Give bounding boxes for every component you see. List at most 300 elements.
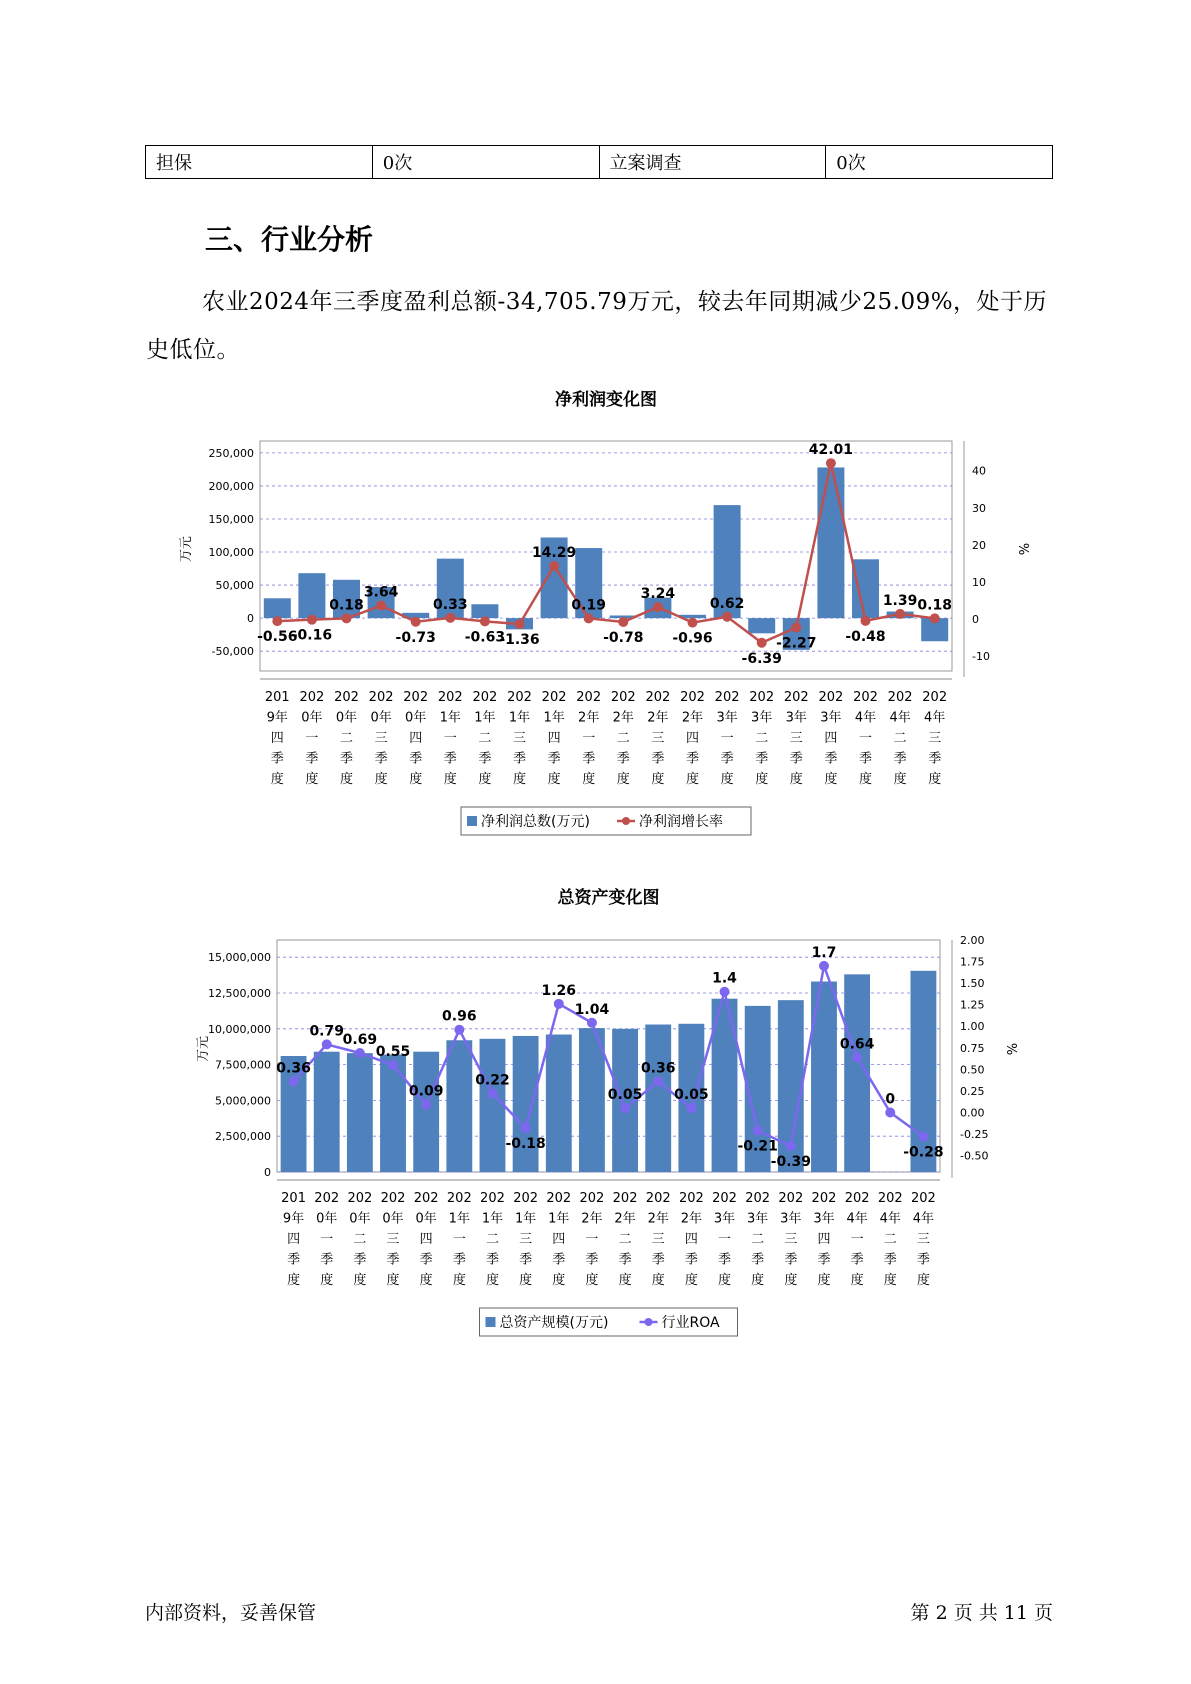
bar xyxy=(347,1053,373,1172)
line-point xyxy=(620,1103,630,1113)
footer-left: 内部资料，妥善保管 xyxy=(145,1602,317,1624)
line-point xyxy=(411,617,421,627)
line-point xyxy=(753,1126,763,1136)
line-point xyxy=(307,615,317,625)
x-tick-label: 度 xyxy=(374,772,388,787)
y2-tick-label: -10 xyxy=(972,650,990,664)
data-label: 14.29 xyxy=(531,545,577,562)
x-tick-label: 季 xyxy=(287,1252,301,1268)
data-label: 3.24 xyxy=(640,586,676,603)
x-tick-label: 度 xyxy=(858,772,873,787)
x-tick-label: 季 xyxy=(519,1252,533,1268)
x-tick-label: 3年 xyxy=(813,1211,835,1227)
bar xyxy=(645,1024,671,1172)
x-tick-label: 度 xyxy=(305,772,319,787)
y-tick-label: 0 xyxy=(264,1166,271,1179)
y-tick-label: 50,000 xyxy=(215,579,254,593)
legend-label: 净利润增长率 xyxy=(639,814,723,830)
x-tick-label: 季 xyxy=(305,751,319,767)
line-point xyxy=(819,961,829,971)
x-tick-label: 二 xyxy=(485,1232,499,1247)
x-tick-label: 四 xyxy=(270,731,284,746)
x-tick-label: 1年 xyxy=(448,1211,470,1227)
line-point xyxy=(653,1076,663,1086)
x-tick-label: 度 xyxy=(419,1273,433,1288)
x-tick-label: 3年 xyxy=(713,1211,736,1227)
line-point xyxy=(885,1107,895,1117)
y-tick-label: 2,500,000 xyxy=(215,1130,271,1144)
x-tick-label: 2年 xyxy=(612,710,634,726)
x-tick-label: 201 xyxy=(264,690,290,705)
y2-tick-label: 1.25 xyxy=(960,998,985,1012)
x-tick-label: 季 xyxy=(409,751,423,767)
data-label: 1.39 xyxy=(882,592,918,609)
y-tick-label: 250,000 xyxy=(208,446,254,460)
x-tick-label: 3年 xyxy=(751,710,773,726)
data-label: 0.36 xyxy=(276,1060,311,1077)
line-point xyxy=(653,602,663,612)
legend-label: 总资产规模(万元) xyxy=(499,1315,609,1331)
x-tick-label: 季 xyxy=(585,1252,599,1268)
line-point xyxy=(826,458,836,468)
x-tick-label: 202 xyxy=(546,1191,572,1206)
x-tick-label: 202 xyxy=(513,1191,539,1206)
line-point xyxy=(445,613,455,623)
data-label: 0.05 xyxy=(674,1087,709,1104)
x-tick-label: 度 xyxy=(552,1273,566,1288)
x-tick-label: 一 xyxy=(850,1232,864,1247)
data-label: -0.21 xyxy=(737,1138,778,1155)
x-tick-label: 季 xyxy=(320,1252,334,1268)
data-label: 1.26 xyxy=(541,982,577,999)
line-point xyxy=(480,616,490,626)
x-tick-label: 四 xyxy=(547,731,561,746)
y2-tick-label: 1.00 xyxy=(960,1020,985,1034)
x-tick-label: 202 xyxy=(680,690,705,705)
y2-tick-label: 0 xyxy=(972,613,979,627)
x-tick-label: 3年 xyxy=(785,710,807,726)
x-tick-label: 三 xyxy=(512,731,527,746)
line-point xyxy=(861,616,871,626)
data-label: 0.55 xyxy=(375,1044,411,1061)
x-tick-label: 4年 xyxy=(854,710,877,726)
y2-tick-label: 30 xyxy=(972,501,986,515)
y-tick-label: 100,000 xyxy=(208,546,254,560)
x-tick-label: 季 xyxy=(789,751,803,767)
legend-swatch-point xyxy=(622,817,630,825)
total-assets-chart xyxy=(0,883,1191,1343)
data-label: -1.36 xyxy=(499,632,540,649)
y2-tick-label: 0.75 xyxy=(960,1041,985,1055)
x-tick-label: 度 xyxy=(270,772,284,787)
table-row xyxy=(146,146,1053,179)
x-tick-label: 2年 xyxy=(647,710,669,726)
x-tick-label: 2年 xyxy=(647,1211,669,1227)
x-tick-label: 度 xyxy=(287,1273,301,1288)
data-label: 0.05 xyxy=(607,1087,643,1104)
x-tick-label: 季 xyxy=(339,751,354,767)
x-tick-label: 二 xyxy=(616,731,630,746)
line-point xyxy=(487,1089,497,1099)
x-tick-label: 202 xyxy=(380,1191,406,1206)
x-tick-label: 202 xyxy=(783,690,809,705)
x-tick-label: 季 xyxy=(386,1252,400,1268)
line-point xyxy=(930,613,940,623)
x-tick-label: 202 xyxy=(844,1191,870,1206)
x-tick-label: 度 xyxy=(452,1273,466,1288)
x-tick-label: 三 xyxy=(784,1232,798,1247)
data-label: 1.4 xyxy=(712,970,737,987)
x-tick-label: 季 xyxy=(353,1252,367,1268)
footer-page: 第 2 页 共 11 页 xyxy=(910,1602,1053,1624)
chart-title: 净利润变化图 xyxy=(555,390,657,410)
data-label: -0.73 xyxy=(395,629,436,646)
line-point xyxy=(852,1052,862,1062)
data-label: -0.28 xyxy=(903,1144,944,1161)
legend-swatch-bar xyxy=(486,1317,496,1327)
x-tick-label: 季 xyxy=(419,1252,433,1268)
x-tick-label: 季 xyxy=(928,751,942,767)
x-tick-label: 202 xyxy=(714,690,740,705)
bar xyxy=(380,1055,406,1172)
bar xyxy=(748,618,775,633)
x-tick-label: 度 xyxy=(582,772,596,787)
x-tick-label: 0年 xyxy=(415,1211,437,1227)
data-label: -6.39 xyxy=(741,650,782,667)
x-tick-label: 202 xyxy=(745,1191,771,1206)
x-tick-label: 季 xyxy=(718,1252,732,1268)
x-tick-label: 一 xyxy=(305,731,319,746)
table-key: 立案调查 xyxy=(599,146,826,179)
x-tick-label: 4年 xyxy=(889,710,911,726)
data-label: 0.96 xyxy=(442,1008,477,1025)
x-tick-label: 0年 xyxy=(370,710,392,726)
x-tick-label: 季 xyxy=(784,1252,798,1268)
data-label: 0.18 xyxy=(917,597,952,614)
line-point xyxy=(289,1076,299,1086)
y2-axis-title: % xyxy=(1003,1042,1018,1056)
bar xyxy=(546,1035,572,1172)
x-tick-label: 季 xyxy=(893,751,907,767)
x-tick-label: 一 xyxy=(443,731,457,746)
x-tick-label: 度 xyxy=(616,772,630,787)
x-tick-label: 度 xyxy=(485,1273,499,1288)
x-tick-label: 二 xyxy=(883,1232,897,1247)
x-tick-label: 202 xyxy=(811,1191,837,1206)
x-tick-label: 一 xyxy=(720,731,734,746)
chart-title: 总资产变化图 xyxy=(557,888,660,908)
x-tick-label: 四 xyxy=(685,731,700,746)
line-point xyxy=(584,613,594,623)
x-tick-label: 季 xyxy=(651,751,665,767)
line-point xyxy=(454,1025,464,1035)
x-tick-label: 度 xyxy=(651,772,665,787)
data-label: -0.78 xyxy=(603,629,644,646)
table-value: 0次 xyxy=(372,146,599,179)
x-tick-label: 2年 xyxy=(680,1211,703,1227)
bar xyxy=(817,467,844,618)
x-tick-label: 度 xyxy=(928,772,942,787)
legend-swatch-bar xyxy=(467,816,477,826)
x-tick-label: 度 xyxy=(651,1273,665,1288)
x-tick-label: 202 xyxy=(437,690,463,705)
y2-tick-label: 1.75 xyxy=(960,955,985,969)
x-tick-label: 202 xyxy=(778,1191,804,1206)
line-point xyxy=(786,1141,796,1151)
x-tick-label: 二 xyxy=(751,1232,765,1247)
table-key: 担保 xyxy=(146,146,373,179)
y-axis-title: 万元 xyxy=(196,1036,211,1063)
line-point xyxy=(549,561,559,571)
x-tick-label: 202 xyxy=(610,690,636,705)
x-tick-label: 度 xyxy=(353,1273,367,1288)
line-point xyxy=(376,601,386,611)
data-label: 0.36 xyxy=(640,1060,676,1077)
x-tick-label: 季 xyxy=(552,1252,566,1268)
x-tick-label: 202 xyxy=(472,690,498,705)
x-tick-label: 度 xyxy=(751,1273,765,1288)
x-tick-label: 度 xyxy=(824,772,838,787)
x-tick-label: 202 xyxy=(712,1191,737,1206)
x-tick-label: 3年 xyxy=(716,710,738,726)
y2-tick-label: 0.25 xyxy=(960,1084,985,1098)
x-tick-label: 0年 xyxy=(335,710,358,726)
line-point xyxy=(322,1039,332,1049)
bar xyxy=(446,1040,472,1172)
x-tick-label: 9年 xyxy=(282,1211,305,1227)
x-tick-label: 2年 xyxy=(681,710,704,726)
bar xyxy=(579,1028,605,1172)
x-tick-label: 季 xyxy=(755,751,769,767)
bar xyxy=(314,1052,340,1172)
x-tick-label: 季 xyxy=(452,1252,466,1268)
y2-axis-title: % xyxy=(1015,542,1030,556)
x-tick-label: 度 xyxy=(755,772,769,787)
x-tick-label: 度 xyxy=(443,772,457,787)
x-tick-label: 度 xyxy=(585,1273,599,1288)
data-label: 0.19 xyxy=(571,597,606,614)
x-tick-label: 季 xyxy=(651,1252,665,1268)
x-tick-label: 度 xyxy=(883,1273,897,1288)
x-tick-label: 季 xyxy=(582,751,596,767)
x-tick-label: 二 xyxy=(339,731,354,746)
data-label: -0.18 xyxy=(505,1136,546,1153)
x-tick-label: 二 xyxy=(618,1232,632,1247)
line-point xyxy=(722,612,732,622)
data-label: -0.96 xyxy=(672,630,713,647)
x-tick-label: 度 xyxy=(784,1273,798,1288)
x-tick-label: 度 xyxy=(386,1273,400,1288)
y-tick-label: 150,000 xyxy=(208,512,254,526)
x-tick-label: 度 xyxy=(850,1273,864,1288)
x-tick-label: 0年 xyxy=(405,710,427,726)
line-point xyxy=(521,1123,531,1133)
data-label: -0.48 xyxy=(845,628,886,645)
line-point xyxy=(554,999,564,1009)
x-tick-label: 度 xyxy=(916,1273,930,1288)
x-tick-label: 202 xyxy=(645,690,671,705)
line-point xyxy=(791,622,801,632)
x-tick-label: 季 xyxy=(616,751,630,767)
data-label: 42.01 xyxy=(808,442,854,459)
legend-swatch-point xyxy=(645,1318,653,1326)
x-tick-label: 二 xyxy=(893,731,907,746)
line-point xyxy=(618,617,628,627)
data-label: 0.62 xyxy=(709,595,745,612)
x-tick-label: 4年 xyxy=(846,1211,868,1227)
y2-tick-label: 10 xyxy=(972,575,986,589)
x-tick-label: 202 xyxy=(645,1191,671,1206)
x-tick-label: 一 xyxy=(718,1232,732,1247)
x-tick-label: 202 xyxy=(749,690,775,705)
data-label: 0.64 xyxy=(839,1036,875,1053)
x-tick-label: 1年 xyxy=(439,710,461,726)
y2-tick-label: 2.00 xyxy=(960,934,985,947)
data-label: 0.09 xyxy=(408,1083,444,1100)
x-tick-label: 1年 xyxy=(548,1211,570,1227)
x-tick-label: 季 xyxy=(478,751,492,767)
info-table xyxy=(145,145,1053,179)
y-tick-label: 12,500,000 xyxy=(208,986,271,1000)
data-label: 0.22 xyxy=(475,1072,510,1089)
x-tick-label: 202 xyxy=(347,1191,373,1206)
data-label: 0.79 xyxy=(309,1023,344,1040)
x-tick-label: 度 xyxy=(320,1273,334,1288)
x-tick-label: 季 xyxy=(684,1252,698,1268)
x-tick-label: 三 xyxy=(374,731,388,746)
x-tick-label: 202 xyxy=(612,1191,638,1206)
x-tick-label: 四 xyxy=(419,1232,433,1247)
x-tick-label: 1年 xyxy=(481,1211,504,1227)
x-tick-label: 度 xyxy=(720,772,734,787)
x-tick-label: 季 xyxy=(270,751,284,767)
y-tick-label: 0 xyxy=(247,612,254,626)
x-tick-label: 度 xyxy=(684,1273,698,1288)
x-tick-label: 四 xyxy=(287,1232,301,1247)
data-label: 3.64 xyxy=(363,584,399,601)
data-label: 0 xyxy=(885,1091,896,1108)
line-point xyxy=(342,613,352,623)
line-point xyxy=(515,619,525,629)
x-tick-label: 季 xyxy=(916,1252,930,1268)
x-tick-label: 9年 xyxy=(266,710,288,726)
x-tick-label: 一 xyxy=(582,731,596,746)
data-label: -0.39 xyxy=(770,1154,812,1171)
x-tick-label: 季 xyxy=(485,1252,499,1268)
x-tick-label: 一 xyxy=(585,1232,599,1247)
x-tick-label: 201 xyxy=(281,1191,306,1206)
x-tick-label: 202 xyxy=(887,690,913,705)
data-label: 1.04 xyxy=(574,1001,610,1018)
x-tick-label: 二 xyxy=(478,731,492,746)
x-tick-label: 四 xyxy=(684,1232,698,1247)
bar xyxy=(298,573,325,618)
line-point xyxy=(587,1018,597,1028)
data-label: -0.56 xyxy=(257,629,298,646)
x-tick-label: 202 xyxy=(911,1191,936,1206)
x-tick-label: 季 xyxy=(374,751,388,767)
y2-tick-label: 1.50 xyxy=(960,977,985,991)
bar xyxy=(471,604,498,618)
x-tick-label: 三 xyxy=(386,1232,400,1247)
x-tick-label: 202 xyxy=(403,690,429,705)
bar xyxy=(413,1052,439,1172)
y2-tick-label: 40 xyxy=(972,464,986,478)
x-tick-label: 202 xyxy=(334,690,359,705)
x-tick-label: 度 xyxy=(478,772,492,787)
x-tick-label: 202 xyxy=(368,690,394,705)
bar xyxy=(852,559,879,618)
x-tick-label: 季 xyxy=(817,1252,831,1268)
y-tick-label: 200,000 xyxy=(208,479,254,493)
x-tick-label: 0年 xyxy=(382,1211,404,1227)
x-tick-label: 四 xyxy=(824,731,838,746)
x-tick-label: 0年 xyxy=(349,1211,371,1227)
x-tick-label: 202 xyxy=(507,690,532,705)
x-tick-label: 季 xyxy=(858,751,873,767)
x-tick-label: 1年 xyxy=(508,710,531,726)
y-tick-label: 7,500,000 xyxy=(215,1058,271,1072)
x-tick-label: 季 xyxy=(824,751,838,767)
data-label: 1.7 xyxy=(811,944,837,961)
x-tick-label: 202 xyxy=(314,1191,340,1206)
x-tick-label: 1年 xyxy=(514,1211,537,1227)
x-tick-label: 季 xyxy=(720,751,734,767)
y2-tick-label: 0.50 xyxy=(960,1063,985,1077)
x-tick-label: 4年 xyxy=(879,1211,901,1227)
bar xyxy=(480,1039,506,1172)
x-tick-label: 季 xyxy=(512,751,527,767)
x-tick-label: 季 xyxy=(618,1252,632,1268)
x-tick-label: 度 xyxy=(685,772,700,787)
y-tick-label: 5,000,000 xyxy=(215,1094,271,1108)
x-tick-label: 度 xyxy=(817,1273,831,1288)
x-tick-label: 度 xyxy=(409,772,423,787)
x-tick-label: 度 xyxy=(339,772,354,787)
x-tick-label: 202 xyxy=(541,690,567,705)
x-tick-label: 4年 xyxy=(924,710,946,726)
bar xyxy=(264,598,291,618)
line-point xyxy=(918,1132,928,1142)
x-tick-label: 0年 xyxy=(301,710,323,726)
y-axis-title: 万元 xyxy=(179,536,194,563)
line-point xyxy=(388,1060,398,1070)
x-tick-label: 2年 xyxy=(581,1211,603,1227)
x-tick-label: 四 xyxy=(817,1232,831,1247)
line-point xyxy=(688,618,698,628)
line-point xyxy=(895,609,905,619)
x-tick-label: 季 xyxy=(547,751,561,767)
y2-tick-label: -0.25 xyxy=(960,1128,989,1142)
x-tick-label: 1年 xyxy=(543,710,565,726)
line-point xyxy=(421,1100,431,1110)
x-tick-label: 季 xyxy=(685,751,700,767)
data-label: -0.63 xyxy=(464,629,506,646)
x-tick-label: 202 xyxy=(446,1191,472,1206)
paragraph-text: 农业2024年三季度盈利总额-34,705.79万元，较去年同期减少25.09%，处于历史低位。 xyxy=(146,289,1048,363)
x-tick-label: 度 xyxy=(519,1273,533,1288)
x-tick-label: 一 xyxy=(320,1232,334,1247)
x-tick-label: 三 xyxy=(916,1232,930,1247)
x-tick-label: 度 xyxy=(618,1273,632,1288)
x-tick-label: 202 xyxy=(922,690,948,705)
y-tick-label: -50,000 xyxy=(211,645,254,659)
x-tick-label: 度 xyxy=(547,772,561,787)
y-tick-label: 10,000,000 xyxy=(208,1022,271,1036)
x-tick-label: 202 xyxy=(576,690,602,705)
y-tick-label: 15,000,000 xyxy=(208,951,271,965)
table-value: 0次 xyxy=(826,146,1053,179)
